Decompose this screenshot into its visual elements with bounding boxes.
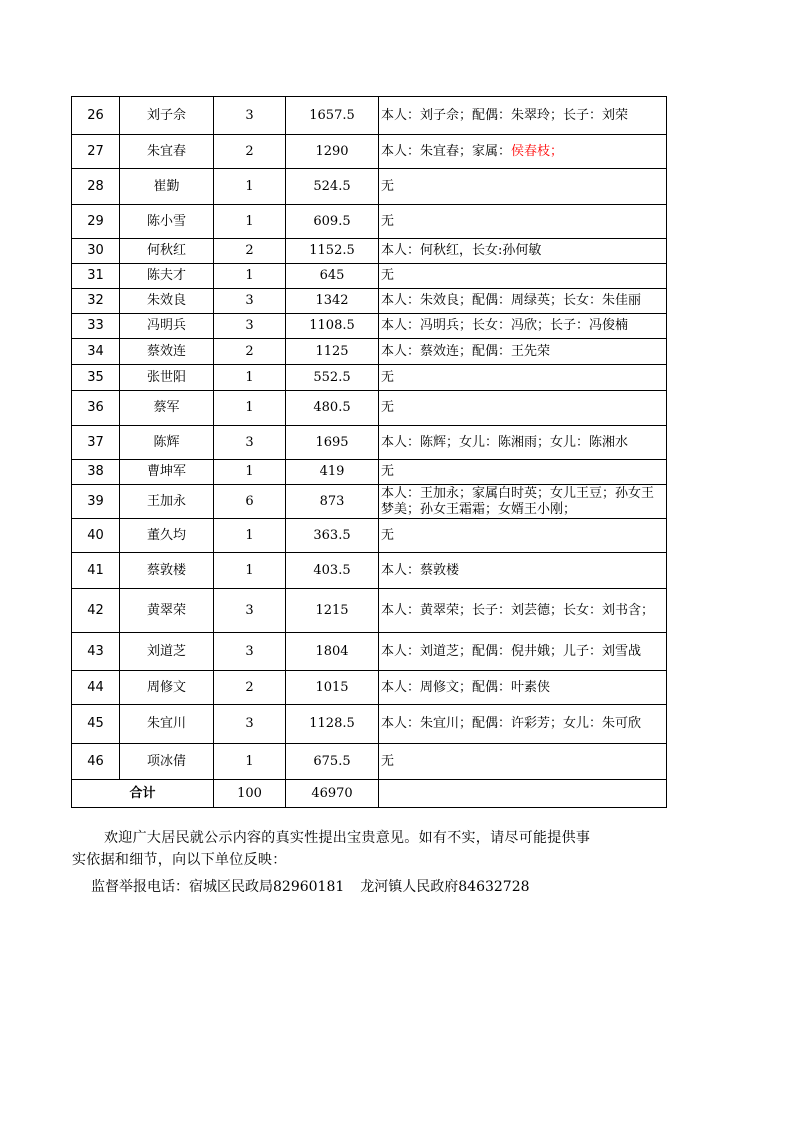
- relief-amount: 1128.5: [286, 705, 379, 744]
- household-count: 3: [214, 289, 286, 314]
- notice-line-1: 欢迎广大居民就公示内容的真实性提出宝贵意见。如有不实，请尽可能提供事: [104, 830, 591, 846]
- row-number: 38: [72, 460, 120, 485]
- table-row: [72, 264, 667, 289]
- relief-amount: 1015: [286, 671, 379, 705]
- person-name: 陈小雪: [120, 205, 214, 239]
- household-members: 本人：刘道芝；配偶：倪井娥；儿子：刘雪战: [379, 633, 667, 671]
- household-count: 1: [214, 169, 286, 205]
- row-number: 39: [72, 485, 120, 519]
- household-members: 本人：朱宜春；家属：侯春枝；: [379, 135, 667, 169]
- total-members-empty: [379, 780, 667, 808]
- total-row: [72, 780, 667, 808]
- household-count: 1: [214, 553, 286, 589]
- table-row: [72, 485, 667, 519]
- table-row: [72, 339, 667, 365]
- table-row: [72, 391, 667, 426]
- relief-amount: 419: [286, 460, 379, 485]
- row-number: 43: [72, 633, 120, 671]
- relief-amount: 363.5: [286, 519, 379, 553]
- household-count: 1: [214, 460, 286, 485]
- row-number: 34: [72, 339, 120, 365]
- household-count: 1: [214, 519, 286, 553]
- row-number: 31: [72, 264, 120, 289]
- person-name: 张世阳: [120, 365, 214, 391]
- row-number: 32: [72, 289, 120, 314]
- household-count: 2: [214, 135, 286, 169]
- row-number: 27: [72, 135, 120, 169]
- household-members: 本人：王加永；家属白时英；女儿王豆；孙女王梦美；孙女王霜霜；女婿王小刚；: [379, 485, 667, 519]
- table-row: [72, 365, 667, 391]
- person-name: 朱效良: [120, 289, 214, 314]
- household-members: 无: [379, 460, 667, 485]
- household-count: 6: [214, 485, 286, 519]
- household-members: 本人：朱宜川；配偶：许彩芳；女儿：朱可欣: [379, 705, 667, 744]
- row-number: 41: [72, 553, 120, 589]
- person-name: 黄翠荣: [120, 589, 214, 633]
- row-number: 40: [72, 519, 120, 553]
- household-members: 无: [379, 205, 667, 239]
- person-name: 周修文: [120, 671, 214, 705]
- household-members: 本人：朱效良；配偶：周绿英；长女：朱佳丽: [379, 289, 667, 314]
- household-count: 1: [214, 264, 286, 289]
- row-number: 30: [72, 239, 120, 264]
- household-members: 无: [379, 264, 667, 289]
- relief-amount: 873: [286, 485, 379, 519]
- table-row: [72, 426, 667, 460]
- table-row: [72, 589, 667, 633]
- row-number: 28: [72, 169, 120, 205]
- row-number: 36: [72, 391, 120, 426]
- relief-amount: 552.5: [286, 365, 379, 391]
- household-members: 无: [379, 744, 667, 780]
- relief-amount: 1342: [286, 289, 379, 314]
- table-row: [72, 705, 667, 744]
- relief-amount: 675.5: [286, 744, 379, 780]
- person-name: 陈辉: [120, 426, 214, 460]
- person-name: 朱宜春: [120, 135, 214, 169]
- household-count: 2: [214, 239, 286, 264]
- relief-amount: 1290: [286, 135, 379, 169]
- relief-amount: 1152.5: [286, 239, 379, 264]
- table-row: [72, 553, 667, 589]
- household-count: 3: [214, 97, 286, 135]
- household-members: 本人：冯明兵；长女：冯欣；长子：冯俊楠: [379, 314, 667, 339]
- household-members: 本人：陈辉；女儿：陈湘雨；女儿：陈湘水: [379, 426, 667, 460]
- household-members: 本人：何秋红，长女:孙何敏: [379, 239, 667, 264]
- relief-amount: 1657.5: [286, 97, 379, 135]
- row-number: 26: [72, 97, 120, 135]
- household-count: 1: [214, 391, 286, 426]
- relief-amount: 1695: [286, 426, 379, 460]
- table-row: [72, 169, 667, 205]
- relief-amount: 1804: [286, 633, 379, 671]
- civil-affairs-hotline: 监督举报电话：宿城区民政局82960181: [91, 879, 345, 895]
- person-name: 蔡军: [120, 391, 214, 426]
- row-number: 37: [72, 426, 120, 460]
- hotline-text: [91, 876, 546, 896]
- roster-body: [72, 97, 667, 780]
- relief-amount: 609.5: [286, 205, 379, 239]
- household-count: 1: [214, 205, 286, 239]
- household-members: 本人：周修文；配偶：叶素侠: [379, 671, 667, 705]
- household-count: 3: [214, 589, 286, 633]
- town-gov-hotline: 龙河镇人民政府84632728: [360, 879, 530, 895]
- household-members: 无: [379, 365, 667, 391]
- household-members: 无: [379, 391, 667, 426]
- person-name: 刘道芝: [120, 633, 214, 671]
- relief-roster-table: [71, 96, 667, 808]
- table-row: [72, 460, 667, 485]
- household-members: 无: [379, 519, 667, 553]
- table-row: [72, 314, 667, 339]
- row-number: 45: [72, 705, 120, 744]
- relief-amount: 1108.5: [286, 314, 379, 339]
- person-name: 崔勤: [120, 169, 214, 205]
- relief-amount: 1215: [286, 589, 379, 633]
- relief-amount: 403.5: [286, 553, 379, 589]
- household-count: 3: [214, 633, 286, 671]
- table-row: [72, 671, 667, 705]
- row-number: 42: [72, 589, 120, 633]
- person-name: 何秋红: [120, 239, 214, 264]
- household-count: 3: [214, 705, 286, 744]
- table-row: [72, 519, 667, 553]
- person-name: 曹坤军: [120, 460, 214, 485]
- household-count: 1: [214, 365, 286, 391]
- table-row: [72, 633, 667, 671]
- person-name: 朱宜川: [120, 705, 214, 744]
- row-number: 29: [72, 205, 120, 239]
- person-name: 蔡效连: [120, 339, 214, 365]
- household-count: 2: [214, 671, 286, 705]
- household-count: 1: [214, 744, 286, 780]
- relief-amount: 1125: [286, 339, 379, 365]
- total-label: 合计: [72, 780, 214, 808]
- person-name: 刘子佘: [120, 97, 214, 135]
- total-amount: 46970: [286, 780, 379, 808]
- person-name: 项冰倩: [120, 744, 214, 780]
- table-row: [72, 97, 667, 135]
- row-number: 46: [72, 744, 120, 780]
- table-row: [72, 135, 667, 169]
- notice-line-2: 实依据和细节，向以下单位反映：: [72, 852, 287, 868]
- row-number: 44: [72, 671, 120, 705]
- household-count: 3: [214, 314, 286, 339]
- person-name: 董久均: [120, 519, 214, 553]
- table-row: [72, 744, 667, 780]
- household-count: 2: [214, 339, 286, 365]
- total-count: 100: [214, 780, 286, 808]
- household-members: 无: [379, 169, 667, 205]
- table-row: [72, 205, 667, 239]
- table-row: [72, 239, 667, 264]
- person-name: 王加永: [120, 485, 214, 519]
- relief-amount: 480.5: [286, 391, 379, 426]
- table-row: [72, 289, 667, 314]
- household-count: 3: [214, 426, 286, 460]
- row-number: 33: [72, 314, 120, 339]
- household-members: 本人：黄翠荣；长子：刘芸德；长女：刘书含；: [379, 589, 667, 633]
- relief-amount: 524.5: [286, 169, 379, 205]
- person-name: 蔡敦楼: [120, 553, 214, 589]
- household-members: 本人：刘子佘；配偶：朱翠玲；长子：刘荣: [379, 97, 667, 135]
- person-name: 冯明兵: [120, 314, 214, 339]
- relief-amount: 645: [286, 264, 379, 289]
- row-number: 35: [72, 365, 120, 391]
- household-members: 本人：蔡敦楼: [379, 553, 667, 589]
- household-members: 本人：蔡效连；配偶：王先荣: [379, 339, 667, 365]
- highlighted-member: 侯春枝；: [511, 143, 564, 159]
- person-name: 陈夫才: [120, 264, 214, 289]
